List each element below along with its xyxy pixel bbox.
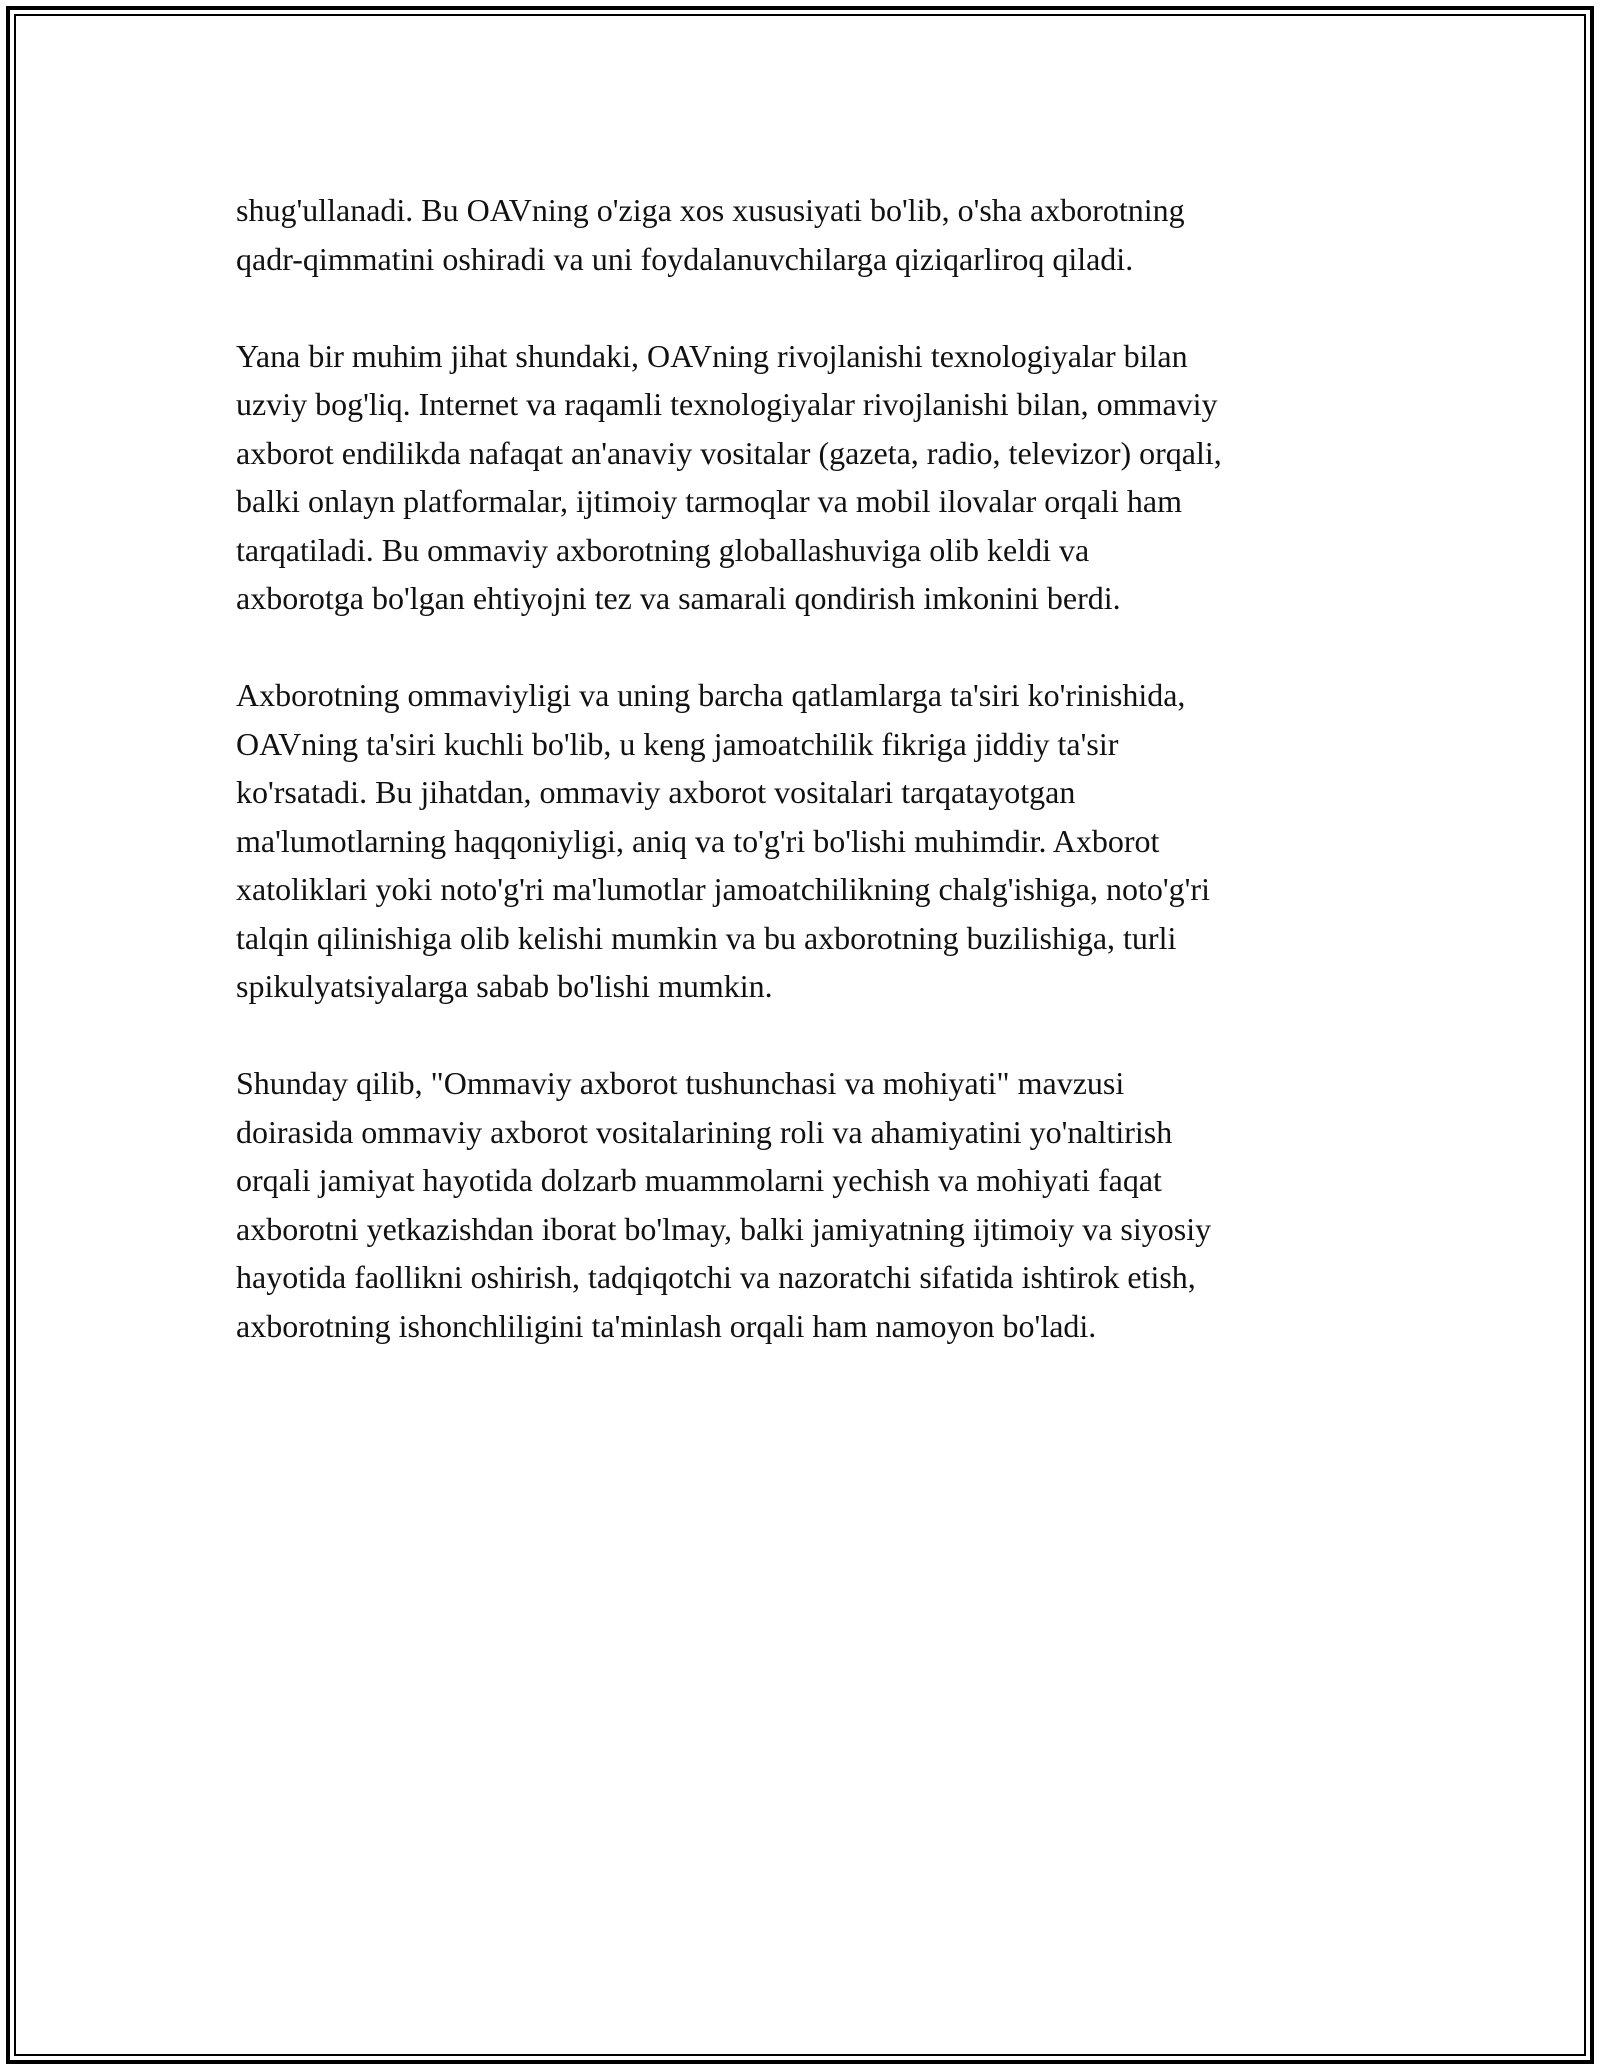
paragraph: Yana bir muhim jihat shundaki, OAVning rivojlanishi texnologiyalar bilan uzviy bog'liq. Internet va raqamli texnologiyalar rivojlanishi bilan, ommaviy axborot endilikda nafaqat an'anaviy vositalar (gazeta, radio, televizor) orqali, balki onlayn platformalar, ijtimoiy tarmoqlar va mobil ilovalar orqali ham tarqatiladi. Bu ommaviy axborotning globallashuviga olib keldi va axborotga bo'lgan ehtiyojni tez va samarali qondirish imkonini berdi. [236,337,1222,616]
paragraph: Axborotning ommaviyligi va uning barcha qatlamlarga ta'siri ko'rinishida, OAVning ta'siri kuchli bo'lib, u keng jamoatchilik fikriga jiddiy ta'sir ko'rsatadi. Bu jihatdan, ommaviy axborot vositalari tarqatayotgan ma'lumotlarning haqqoniyligi, aniq va to'g'ri bo'lishi muhimdir. Axborot xatoliklari yoki noto'g'ri ma'lumotlar jamoatchilikning chalg'ishiga, noto'g'ri talqin qilinishiga olib kelishi mumkin va bu axborotning buzilishiga, turli spikulyatsiyalarga sabab bo'lishi mumkin. [236,677,1210,1004]
paragraph: Shunday qilib, "Ommaviy axborot tushunchasi va mohiyati" mavzusi doirasida ommaviy axborot vositalarining roli va ahamiyatini yo'naltirish orqali jamiyat hayotida dolzarb muammolarni yechish va mohiyati faqat axborotni yetkazishdan iborat bo'lmay, balki jamiyatning ijtimoiy va siyosiy hayotida faollikni oshirish, tadqiqotchi va nazoratchi sifatida ishtirok etish, axborotning ishonchliligini ta'minlash orqali ham namoyon bo'ladi. [236,1065,1212,1344]
paragraph: shug'ullanadi. Bu OAVning o'ziga xos xususiyati bo'lib, o'sha axborotning qadr-qimmatini oshiradi va uni foydalanuvchilarga qiziqarliroq qiladi. [236,192,1185,277]
document-body [236,186,1386,1350]
